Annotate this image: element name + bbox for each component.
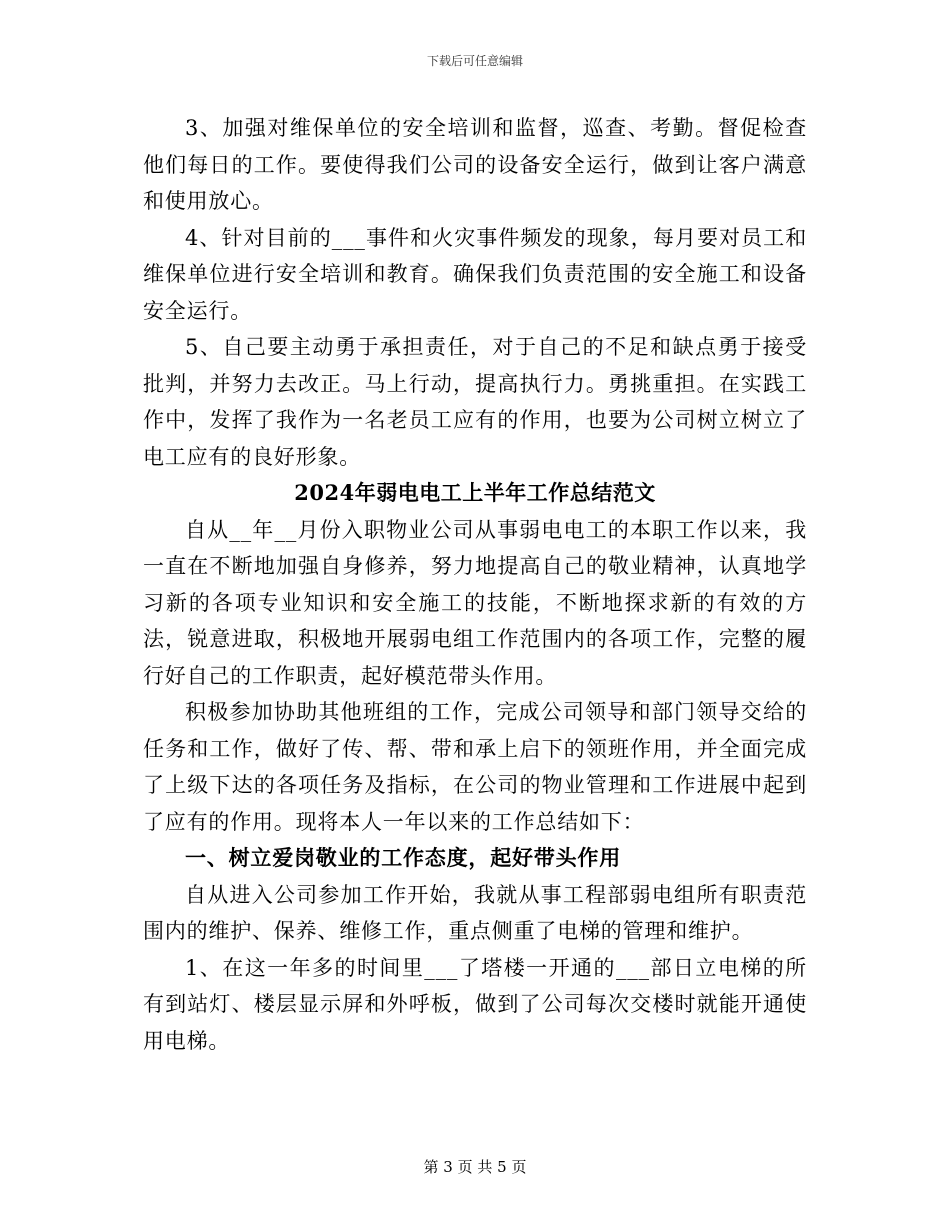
document-body: [143, 110, 807, 1059]
page-footer: 第 3 页 共 5 页: [423, 1158, 527, 1176]
paragraph-item-3: 3、加强对维保单位的安全培训和监督，巡查、考勤。督促检查他们每日的工作。要使得我们公司的设备安全运行，做到让客户满意和使用放心。: [143, 116, 807, 213]
paragraph-summary-lead: 积极参加协助其他班组的工作，完成公司领导和部门领导交给的任务和工作，做好了传、帮、带和承上启下的领班作用，并全面完成了上级下达的各项任务及指标，在公司的物业管理和工作进展中起到了应有的作用。现将本人一年以来的工作总结如下：: [143, 700, 807, 834]
paragraph-intro: 自从__年__月份入职物业公司从事弱电电工的本职工作以来，我一直在不断地加强自身修养，努力地提高自己的敬业精神，认真地学习新的各项专业知识和安全施工的技能，不断地探求新的有效的方法，锐意进取，积极地开展弱电组工作范围内的各项工作，完整的履行好自己的工作职责，起好模范带头作用。: [143, 517, 807, 688]
section-heading-1: 一、树立爱岗敬业的工作态度，起好带头作用: [185, 845, 621, 870]
page-header: 下载后可任意编辑: [426, 54, 523, 68]
paragraph-section-1-intro: 自从进入公司参加工作开始，我就从事工程部弱电组所有职责范围内的维护、保养、维修工作，重点侧重了电梯的管理和维护。: [143, 882, 807, 943]
paragraph-item-5: 5、自己要主动勇于承担责任，对于自己的不足和缺点勇于接受批判，并努力去改正。马上行动，提高执行力。勇挑重担。在实践工作中，发挥了我作为一名老员工应有的作用，也要为公司树立树立了电工应有的良好形象。: [143, 335, 807, 469]
paragraph-section-1-item-1: 1、在这一年多的时间里___了塔楼一开通的___部日立电梯的所有到站灯、楼层显示屏和外呼板，做到了公司每次交楼时就能开通使用电梯。: [143, 955, 807, 1053]
document-title: 2024年弱电电工上半年工作总结范文: [294, 480, 656, 505]
paragraph-item-4: 4、针对目前的___事件和火灾事件频发的现象，每月要对员工和维保单位进行安全培训和教育。确保我们负责范围的安全施工和设备安全运行。: [143, 225, 807, 323]
